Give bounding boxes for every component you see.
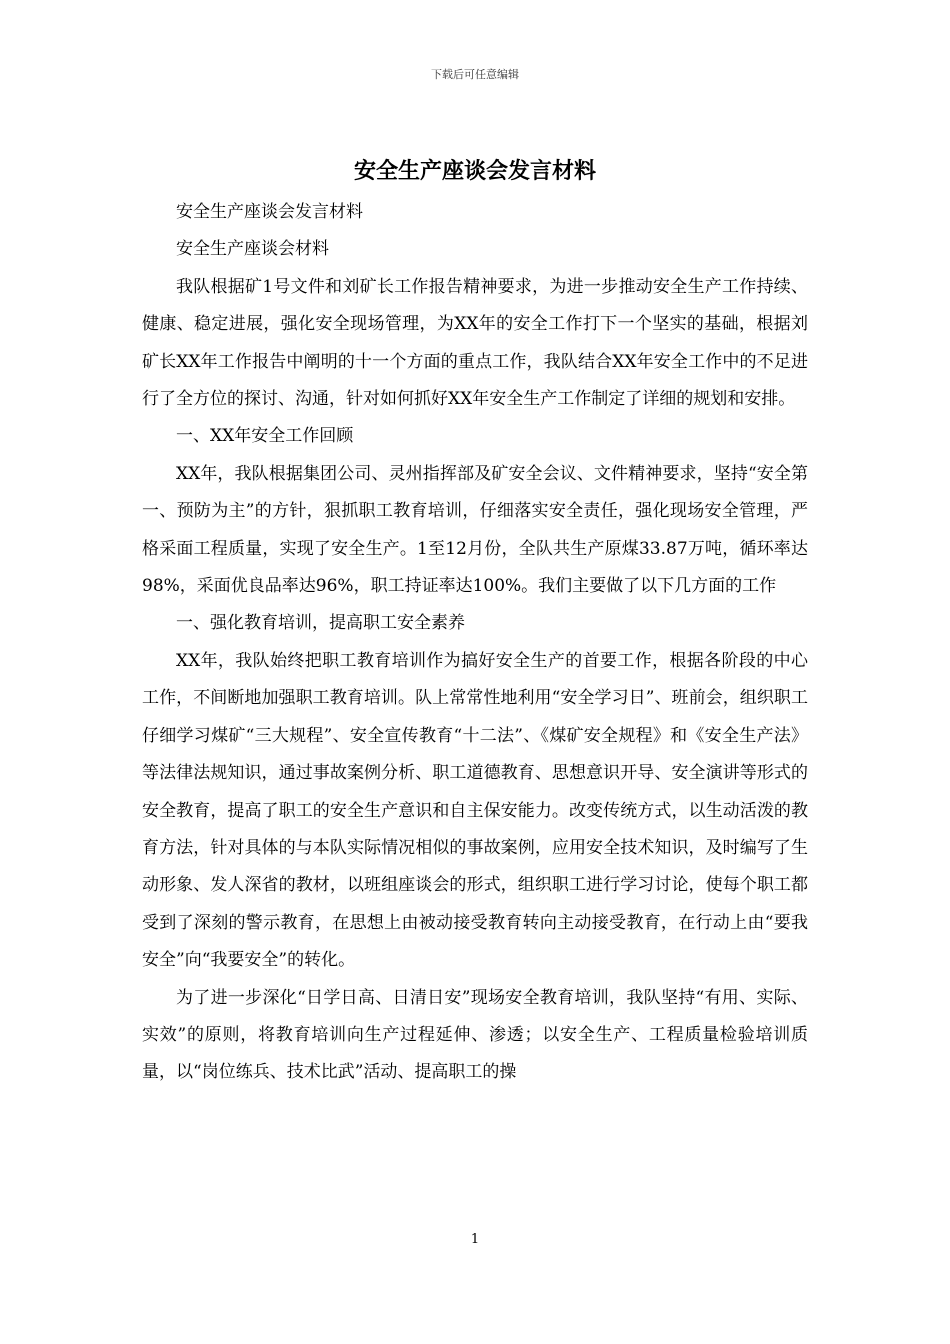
paragraph: 我队根据矿1号文件和刘矿长工作报告精神要求，为进一步推动安全生产工作持续、健康、稳定进展，强化安全现场管理，为XX年的安全工作打下一个坚实的基础，根据刘矿长XX年工作报告中阐明的十一个方面的重点工作，我队结合XX年安全工作中的不足进行了全方位的探讨、沟通，针对如何抓好XX年安全生产工作制定了详细的规划和安排。: [142, 276, 808, 410]
paragraph: XX年，我队根据集团公司、灵州指挥部及矿安全会议、文件精神要求，坚持“安全第一、预防为主”的方针，狠抓职工教育培训，仔细落实安全责任，强化现场安全管理，严格采面工程质量，实现了安全生产。1至12月份，全队共生产原煤33.87万吨，循环率达98%，采面优良品率达96%，职工持证率达100%。我们主要做了以下几方面的工作: [142, 463, 808, 597]
document-body: [142, 194, 808, 1092]
page-number: 1: [470, 1232, 480, 1247]
paragraph: XX年，我队始终把职工教育培训作为搞好安全生产的首要工作，根据各阶段的中心工作，不间断地加强职工教育培训。队上常常性地利用“安全学习日”、班前会，组织职工仔细学习煤矿“三大规程”、安全宣传教育“十二法”、《煤矿安全规程》和《安全生产法》等法律法规知识，通过事故案例分析、职工道德教育、思想意识开导、安全演讲等形式的安全教育，提高了职工的安全生产意识和自主保安能力。改变传统方式，以生动活泼的教育方法，针对具体的与本队实际情况相似的事故案例，应用安全技术知识，及时编写了生动形象、发人深省的教材，以班组座谈会的形式，组织职工进行学习讨论，使每个职工都受到了深刻的警示教育，在思想上由被动接受教育转向主动接受教育，在行动上由“要我安全”向“我要安全”的转化。: [142, 650, 808, 971]
paragraph: 为了进一步深化“日学日高、日清日安”现场安全教育培训，我队坚持“有用、实际、实效”的原则，将教育培训向生产过程延伸、渗透；以安全生产、工程质量检验培训质量，以“岗位练兵、技术比武”活动、提高职工的操: [142, 987, 808, 1083]
header-note: 下载后可任意编辑: [431, 68, 519, 81]
paragraph-subtitle-2: 安全生产座谈会材料: [176, 239, 329, 260]
section-heading: 一、XX年安全工作回顾: [176, 426, 354, 447]
document-title: 安全生产座谈会发言材料: [353, 158, 596, 184]
paragraph-subtitle: 安全生产座谈会发言材料: [176, 202, 363, 222]
section-heading: 一、强化教育培训，提高职工安全素养: [176, 613, 465, 634]
